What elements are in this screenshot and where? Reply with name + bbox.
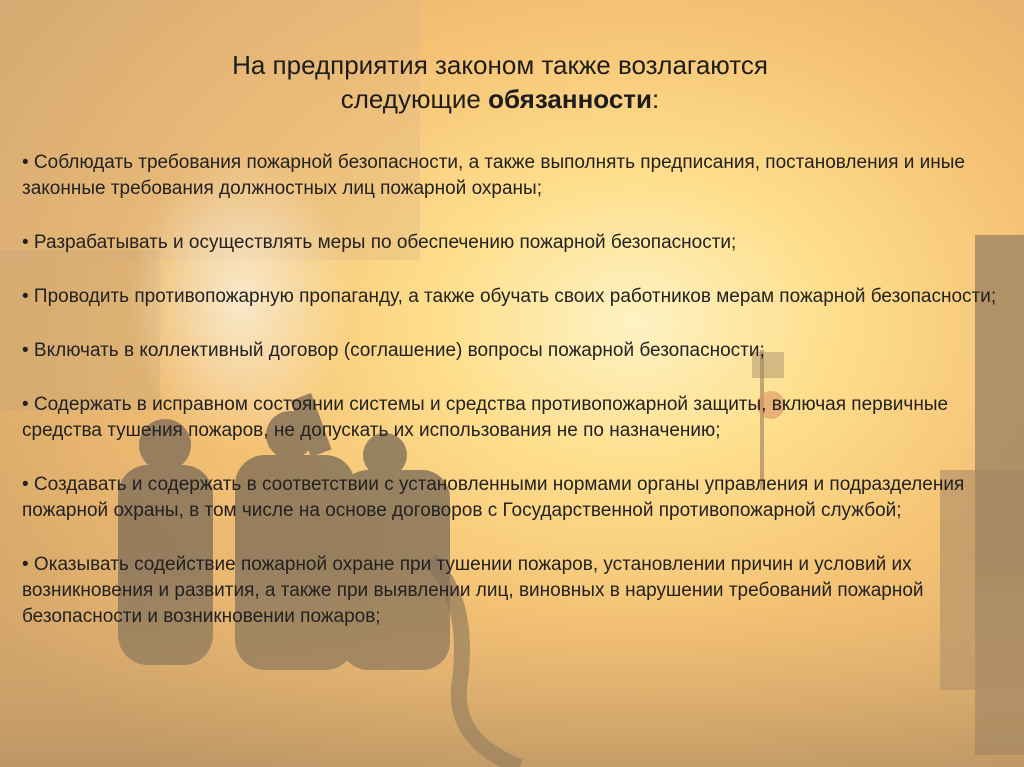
title-emphasis: обязанности — [488, 84, 653, 114]
duty-item: • Разрабатывать и осуществлять меры по обеспечению пожарной безопасности; — [22, 232, 737, 253]
duty-item: • Проводить противопожарную пропаганду, а также обучать своих работников мерам пожарной безопасности; — [22, 286, 997, 307]
duties-list — [22, 150, 1002, 658]
duty-item: • Создавать и содержать в соответствии с установленными нормами органы управления и подразделения пожарной охраны, в том числе на основе договоров с Государственной противопожарной службой; — [22, 474, 965, 521]
title-line-1: На предприятия законом также возлагаются — [232, 50, 768, 80]
title-line-2 — [110, 82, 890, 116]
slide-title — [110, 48, 890, 116]
duty-item: • Включать в коллективный договор (соглашение) вопросы пожарной безопасности; — [22, 340, 765, 361]
title-line-2-suffix: : — [652, 84, 660, 114]
title-line-2-prefix: следующие — [340, 84, 489, 114]
duty-item: • Соблюдать требования пожарной безопасности, а также выполнять предписания, постановления и иные законные требования должностных лиц пожарной охраны; — [22, 152, 965, 199]
duty-item: • Содержать в исправном состоянии системы и средства противопожарной защиты, включая первичные средства тушения пожаров, не допускать их использования не по назначению; — [22, 394, 949, 441]
duty-item: • Оказывать содействие пожарной охране при тушении пожаров, установлении причин и условий их возникновения и развития, а также при выявлении лиц, виновных в нарушении требований пожарной безопасности и возникновении пожаров; — [22, 554, 924, 627]
